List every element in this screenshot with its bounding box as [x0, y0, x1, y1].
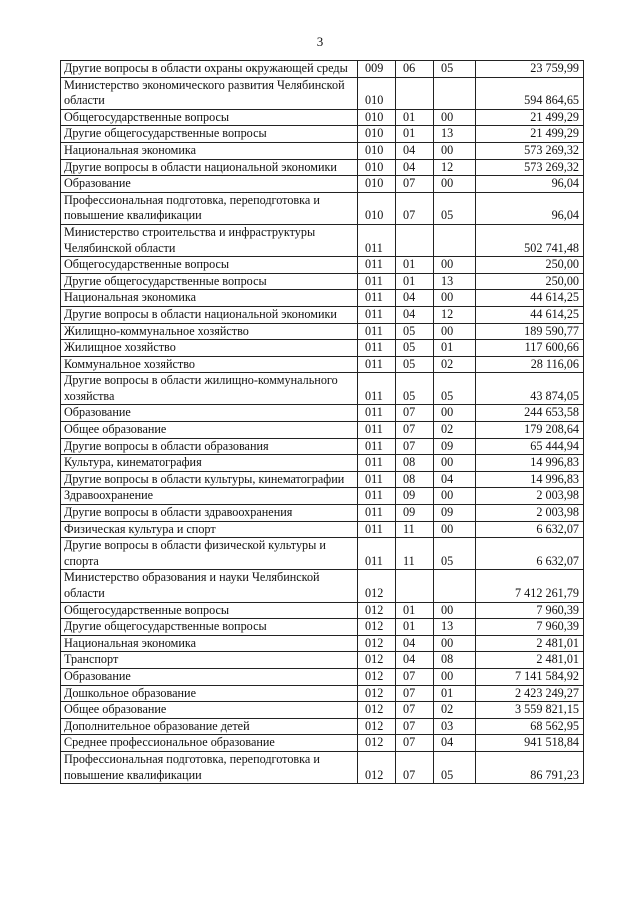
row-code: 010 [358, 159, 396, 176]
row-name: Другие вопросы в области здравоохранения [61, 505, 358, 522]
row-amount: 594 864,65 [476, 77, 584, 109]
row-amount: 28 116,06 [476, 356, 584, 373]
row-name: Другие общегосударственные вопросы [61, 619, 358, 636]
row-section: 01 [396, 273, 434, 290]
row-name: Другие вопросы в области образования [61, 438, 358, 455]
row-amount: 7 960,39 [476, 602, 584, 619]
table-row [61, 273, 584, 290]
row-amount: 44 614,25 [476, 306, 584, 323]
row-subsection: 13 [434, 619, 476, 636]
row-section: 01 [396, 257, 434, 274]
table-row [61, 668, 584, 685]
row-amount: 43 874,05 [476, 373, 584, 405]
row-subsection: 03 [434, 718, 476, 735]
row-subsection: 04 [434, 471, 476, 488]
table-row [61, 356, 584, 373]
row-code: 012 [358, 718, 396, 735]
table-row [61, 340, 584, 357]
row-name: Транспорт [61, 652, 358, 669]
row-subsection: 01 [434, 340, 476, 357]
row-name: Национальная экономика [61, 290, 358, 307]
row-code: 011 [358, 405, 396, 422]
row-subsection: 12 [434, 159, 476, 176]
row-code: 010 [358, 142, 396, 159]
row-code: 011 [358, 471, 396, 488]
row-subsection: 05 [434, 751, 476, 783]
row-amount: 2 481,01 [476, 652, 584, 669]
table-row [61, 405, 584, 422]
row-code: 011 [358, 373, 396, 405]
row-amount: 179 208,64 [476, 422, 584, 439]
row-name: Другие общегосударственные вопросы [61, 126, 358, 143]
row-section: 09 [396, 505, 434, 522]
row-amount: 2 481,01 [476, 635, 584, 652]
row-code: 011 [358, 488, 396, 505]
row-section: 07 [396, 192, 434, 224]
row-code: 011 [358, 290, 396, 307]
table-row [61, 159, 584, 176]
row-section: 04 [396, 290, 434, 307]
row-name: Другие вопросы в области жилищно-коммунального хозяйства [61, 373, 358, 405]
row-subsection: 02 [434, 702, 476, 719]
row-section: 04 [396, 142, 434, 159]
row-subsection: 00 [434, 323, 476, 340]
row-amount: 96,04 [476, 192, 584, 224]
row-amount: 189 590,77 [476, 323, 584, 340]
row-code: 012 [358, 619, 396, 636]
row-code: 012 [358, 635, 396, 652]
row-section: 05 [396, 356, 434, 373]
row-name: Образование [61, 405, 358, 422]
row-amount: 7 960,39 [476, 619, 584, 636]
table-row [61, 192, 584, 224]
budget-table-body [61, 61, 584, 784]
row-section [396, 77, 434, 109]
row-code: 012 [358, 652, 396, 669]
table-row [61, 521, 584, 538]
table-row [61, 77, 584, 109]
row-subsection: 02 [434, 422, 476, 439]
row-code: 010 [358, 126, 396, 143]
row-subsection: 12 [434, 306, 476, 323]
row-name: Другие вопросы в области физической культуры и спорта [61, 538, 358, 570]
row-code: 011 [358, 323, 396, 340]
row-section: 08 [396, 471, 434, 488]
row-amount: 23 759,99 [476, 61, 584, 78]
row-amount: 86 791,23 [476, 751, 584, 783]
row-section [396, 570, 434, 602]
table-row [61, 619, 584, 636]
row-name: Общегосударственные вопросы [61, 602, 358, 619]
row-section: 01 [396, 602, 434, 619]
row-section: 08 [396, 455, 434, 472]
row-name: Профессиональная подготовка, переподготовка и повышение квалификации [61, 192, 358, 224]
row-name: Министерство экономического развития Челябинской области [61, 77, 358, 109]
row-code: 011 [358, 273, 396, 290]
row-code: 011 [358, 422, 396, 439]
row-section: 05 [396, 340, 434, 357]
row-name: Другие вопросы в области национальной экономики [61, 306, 358, 323]
row-code: 011 [358, 455, 396, 472]
table-row [61, 718, 584, 735]
row-section [396, 224, 434, 256]
row-code: 012 [358, 735, 396, 752]
table-row [61, 373, 584, 405]
row-amount: 6 632,07 [476, 538, 584, 570]
row-section: 11 [396, 521, 434, 538]
row-amount: 96,04 [476, 176, 584, 193]
row-subsection: 00 [434, 455, 476, 472]
table-row [61, 257, 584, 274]
row-amount: 250,00 [476, 273, 584, 290]
row-name: Общее образование [61, 702, 358, 719]
row-name: Культура, кинематография [61, 455, 358, 472]
row-subsection: 02 [434, 356, 476, 373]
row-section: 07 [396, 668, 434, 685]
row-amount: 250,00 [476, 257, 584, 274]
row-section: 04 [396, 635, 434, 652]
row-code: 011 [358, 505, 396, 522]
row-section: 07 [396, 176, 434, 193]
row-subsection: 00 [434, 176, 476, 193]
row-section: 07 [396, 751, 434, 783]
row-amount: 7 412 261,79 [476, 570, 584, 602]
row-subsection: 04 [434, 735, 476, 752]
row-subsection: 05 [434, 61, 476, 78]
row-section: 07 [396, 718, 434, 735]
row-section: 07 [396, 685, 434, 702]
row-section: 04 [396, 159, 434, 176]
row-code: 011 [358, 340, 396, 357]
table-row [61, 751, 584, 783]
row-amount: 3 559 821,15 [476, 702, 584, 719]
row-code: 011 [358, 257, 396, 274]
row-subsection [434, 77, 476, 109]
row-amount: 117 600,66 [476, 340, 584, 357]
row-amount: 941 518,84 [476, 735, 584, 752]
table-row [61, 422, 584, 439]
row-code: 011 [358, 306, 396, 323]
row-name: Другие вопросы в области национальной экономики [61, 159, 358, 176]
row-section: 07 [396, 405, 434, 422]
row-name: Физическая культура и спорт [61, 521, 358, 538]
table-row [61, 652, 584, 669]
row-amount: 14 996,83 [476, 471, 584, 488]
table-row [61, 306, 584, 323]
row-name: Другие вопросы в области охраны окружающей среды [61, 61, 358, 78]
row-name: Жилищно-коммунальное хозяйство [61, 323, 358, 340]
row-section: 05 [396, 323, 434, 340]
row-subsection: 00 [434, 142, 476, 159]
row-amount: 2 423 249,27 [476, 685, 584, 702]
table-row [61, 735, 584, 752]
row-code: 012 [358, 570, 396, 602]
table-row [61, 438, 584, 455]
row-name: Национальная экономика [61, 142, 358, 159]
row-amount: 6 632,07 [476, 521, 584, 538]
row-code: 012 [358, 702, 396, 719]
table-row [61, 488, 584, 505]
table-row [61, 471, 584, 488]
table-row [61, 602, 584, 619]
table-row [61, 505, 584, 522]
row-amount: 14 996,83 [476, 455, 584, 472]
table-row [61, 685, 584, 702]
row-code: 011 [358, 356, 396, 373]
row-amount: 65 444,94 [476, 438, 584, 455]
row-name: Образование [61, 668, 358, 685]
row-subsection: 01 [434, 685, 476, 702]
table-row [61, 538, 584, 570]
row-code: 011 [358, 538, 396, 570]
row-name: Дополнительное образование детей [61, 718, 358, 735]
row-subsection: 05 [434, 192, 476, 224]
table-row [61, 142, 584, 159]
budget-table [60, 60, 584, 784]
row-code: 010 [358, 176, 396, 193]
table-row [61, 224, 584, 256]
row-name: Профессиональная подготовка, переподготовка и повышение квалификации [61, 751, 358, 783]
row-name: Общегосударственные вопросы [61, 257, 358, 274]
table-row [61, 126, 584, 143]
row-code: 012 [358, 751, 396, 783]
row-subsection: 00 [434, 602, 476, 619]
row-amount: 2 003,98 [476, 488, 584, 505]
row-amount: 21 499,29 [476, 126, 584, 143]
row-section: 07 [396, 422, 434, 439]
row-subsection: 09 [434, 438, 476, 455]
table-row [61, 61, 584, 78]
row-subsection: 13 [434, 126, 476, 143]
row-code: 010 [358, 192, 396, 224]
row-subsection: 08 [434, 652, 476, 669]
row-subsection: 00 [434, 109, 476, 126]
row-name: Министерство строительства и инфраструктуры Челябинской области [61, 224, 358, 256]
row-subsection: 00 [434, 405, 476, 422]
row-subsection: 00 [434, 635, 476, 652]
row-section: 07 [396, 702, 434, 719]
row-name: Среднее профессиональное образование [61, 735, 358, 752]
row-name: Национальная экономика [61, 635, 358, 652]
row-name: Жилищное хозяйство [61, 340, 358, 357]
row-code: 011 [358, 521, 396, 538]
row-code: 012 [358, 602, 396, 619]
row-name: Коммунальное хозяйство [61, 356, 358, 373]
row-subsection: 05 [434, 538, 476, 570]
row-amount: 68 562,95 [476, 718, 584, 735]
row-amount: 502 741,48 [476, 224, 584, 256]
row-amount: 244 653,58 [476, 405, 584, 422]
row-section: 04 [396, 306, 434, 323]
row-section: 04 [396, 652, 434, 669]
row-subsection: 13 [434, 273, 476, 290]
row-amount: 44 614,25 [476, 290, 584, 307]
row-code: 011 [358, 438, 396, 455]
table-row [61, 455, 584, 472]
row-name: Общегосударственные вопросы [61, 109, 358, 126]
row-section: 05 [396, 373, 434, 405]
row-amount: 21 499,29 [476, 109, 584, 126]
row-name: Дошкольное образование [61, 685, 358, 702]
row-subsection: 00 [434, 521, 476, 538]
row-subsection: 00 [434, 668, 476, 685]
row-subsection: 00 [434, 257, 476, 274]
row-subsection: 00 [434, 488, 476, 505]
row-section: 01 [396, 126, 434, 143]
page-number: 3 [316, 34, 324, 49]
row-section: 09 [396, 488, 434, 505]
row-section: 07 [396, 735, 434, 752]
table-row [61, 323, 584, 340]
row-subsection: 00 [434, 290, 476, 307]
row-code: 009 [358, 61, 396, 78]
row-name: Здравоохранение [61, 488, 358, 505]
row-name: Другие общегосударственные вопросы [61, 273, 358, 290]
row-code: 012 [358, 668, 396, 685]
table-row [61, 570, 584, 602]
row-amount: 573 269,32 [476, 142, 584, 159]
row-section: 06 [396, 61, 434, 78]
row-section: 11 [396, 538, 434, 570]
row-name: Общее образование [61, 422, 358, 439]
table-row [61, 176, 584, 193]
row-subsection: 09 [434, 505, 476, 522]
table-row [61, 109, 584, 126]
row-name: Министерство образования и науки Челябинской области [61, 570, 358, 602]
row-amount: 2 003,98 [476, 505, 584, 522]
row-subsection [434, 570, 476, 602]
row-name: Другие вопросы в области культуры, кинематографии [61, 471, 358, 488]
table-row [61, 635, 584, 652]
row-code: 012 [358, 685, 396, 702]
row-section: 01 [396, 109, 434, 126]
row-code: 010 [358, 109, 396, 126]
table-row [61, 290, 584, 307]
row-subsection [434, 224, 476, 256]
row-subsection: 05 [434, 373, 476, 405]
row-code: 010 [358, 77, 396, 109]
row-amount: 7 141 584,92 [476, 668, 584, 685]
row-section: 01 [396, 619, 434, 636]
row-name: Образование [61, 176, 358, 193]
row-section: 07 [396, 438, 434, 455]
row-amount: 573 269,32 [476, 159, 584, 176]
table-row [61, 702, 584, 719]
row-code: 011 [358, 224, 396, 256]
